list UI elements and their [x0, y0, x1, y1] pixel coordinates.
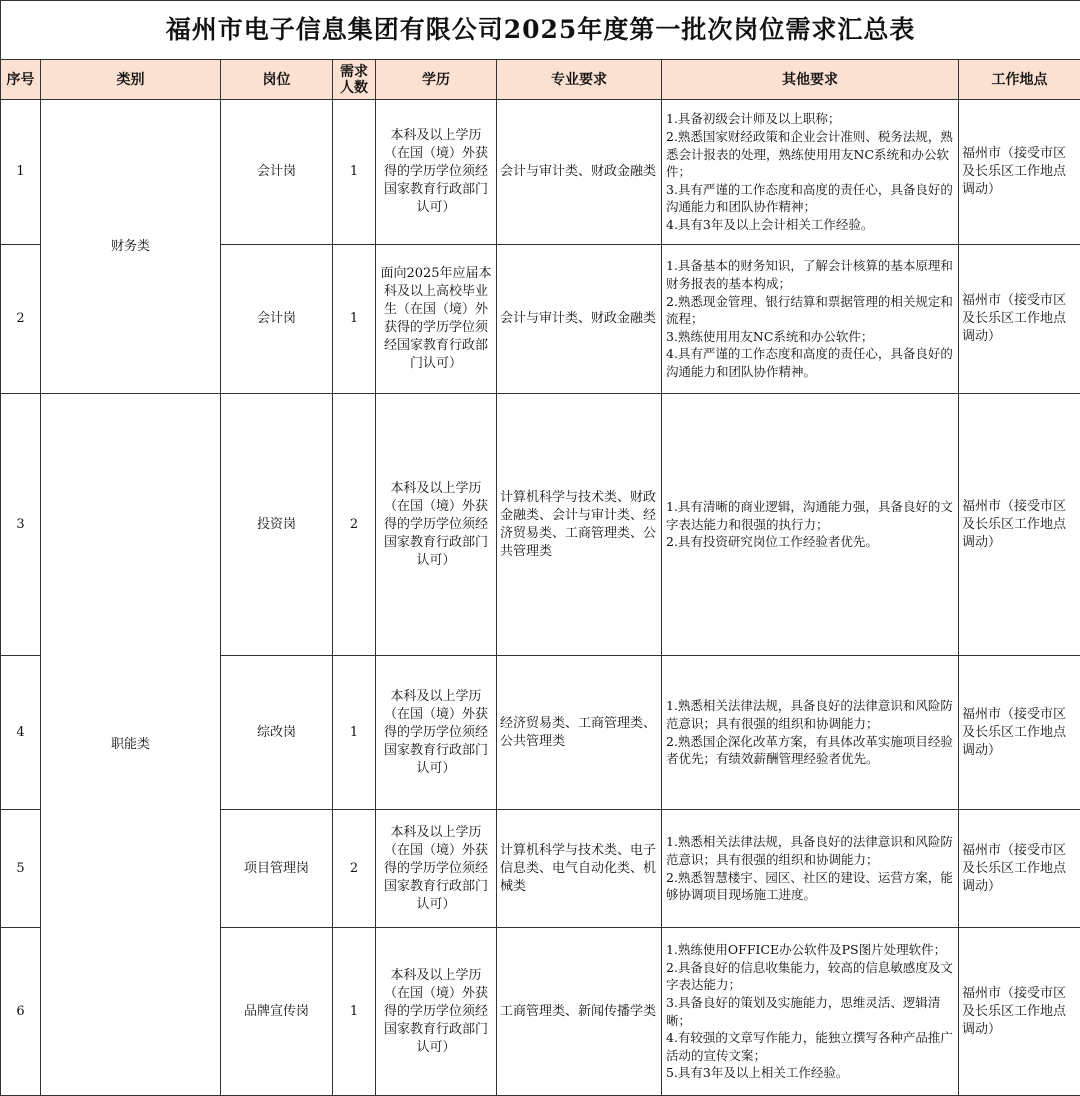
- row-position: 项目管理岗: [221, 810, 333, 928]
- row-seq: 2: [1, 245, 41, 394]
- row-count: 1: [333, 656, 376, 810]
- requirement-item: 2.具有投资研究岗位工作经验者优先。: [666, 533, 954, 551]
- requirement-item: 3.熟练使用用友NC系统和办公软件；: [666, 328, 954, 346]
- row-education: 本科及以上学历（在国（境）外获得的学历学位须经国家教育行政部门认可）: [376, 100, 497, 245]
- row-count: 1: [333, 100, 376, 245]
- header-row: [1, 60, 1080, 100]
- category-functional: 职能类: [41, 394, 221, 1096]
- header-other: 其他要求: [662, 60, 959, 100]
- requirement-item: 2.熟悉智慧楼宇、园区、社区的建设、运营方案，能够协调项目现场施工进度。: [666, 869, 954, 904]
- row-location: 福州市（接受市区及长乐区工作地点调动）: [959, 810, 1080, 928]
- row-seq: 6: [1, 928, 41, 1096]
- requirement-item: 1.具备初级会计师及以上职称；: [666, 110, 954, 128]
- row-count: 2: [333, 810, 376, 928]
- row-seq: 3: [1, 394, 41, 656]
- row-location: 福州市（接受市区及长乐区工作地点调动）: [959, 928, 1080, 1096]
- requirement-item: 2.熟悉国企深化改革方案，有具体改革实施项目经验者优先；有绩效薪酬管理经验者优先。: [666, 733, 954, 768]
- requirement-item: 2.熟悉国家财经政策和企业会计准则、税务法规，熟悉会计报表的处理，熟练使用用友NC系统和办公软件；: [666, 128, 954, 181]
- table-row: [1, 394, 1080, 656]
- row-other-requirements: [662, 100, 959, 245]
- requirement-item: 5.具有3年及以上相关工作经验。: [666, 1064, 954, 1082]
- row-seq: 4: [1, 656, 41, 810]
- row-location: 福州市（接受市区及长乐区工作地点调动）: [959, 245, 1080, 394]
- requirement-item: 1.熟练使用OFFICE办公软件及PS图片处理软件；: [666, 941, 954, 959]
- requirement-item: 2.熟悉现金管理、银行结算和票据管理的相关规定和流程；: [666, 293, 954, 328]
- row-position: 会计岗: [221, 245, 333, 394]
- row-count: 1: [333, 245, 376, 394]
- row-other-requirements: [662, 656, 959, 810]
- header-count-line1: 需求: [336, 64, 372, 80]
- header-major: 专业要求: [497, 60, 662, 100]
- row-position: 品牌宣传岗: [221, 928, 333, 1096]
- row-position: 综改岗: [221, 656, 333, 810]
- row-major: 经济贸易类、工商管理类、公共管理类: [497, 656, 662, 810]
- requirement-item: 4.具有3年及以上会计相关工作经验。: [666, 216, 954, 234]
- requirement-item: 2.具备良好的信息收集能力，较高的信息敏感度及文字表达能力；: [666, 959, 954, 994]
- header-seq: 序号: [1, 60, 41, 100]
- row-location: 福州市（接受市区及长乐区工作地点调动）: [959, 394, 1080, 656]
- table-title: 福州市电子信息集团有限公司2025年度第一批次岗位需求汇总表: [1, 1, 1080, 60]
- header-location: 工作地点: [959, 60, 1080, 100]
- row-major: 会计与审计类、财政金融类: [497, 100, 662, 245]
- table-row: [1, 100, 1080, 245]
- row-education: 面向2025年应届本科及以上高校毕业生（在国（境）外获得的学历学位须经国家教育行政部门认可）: [376, 245, 497, 394]
- requirement-item: 4.具有严谨的工作态度和高度的责任心，具备良好的沟通能力和团队协作精神。: [666, 345, 954, 380]
- row-other-requirements: [662, 394, 959, 656]
- row-major: 计算机科学与技术类、财政金融类、会计与审计类、经济贸易类、工商管理类、公共管理类: [497, 394, 662, 656]
- row-education: 本科及以上学历（在国（境）外获得的学历学位须经国家教育行政部门认可）: [376, 928, 497, 1096]
- row-major: 会计与审计类、财政金融类: [497, 245, 662, 394]
- row-other-requirements: [662, 810, 959, 928]
- row-major: 工商管理类、新闻传播学类: [497, 928, 662, 1096]
- row-location: 福州市（接受市区及长乐区工作地点调动）: [959, 100, 1080, 245]
- row-seq: 5: [1, 810, 41, 928]
- requirement-item: 1.具备基本的财务知识，了解会计核算的基本原理和财务报表的基本构成；: [666, 257, 954, 292]
- requirement-item: 3.具有严谨的工作态度和高度的责任心，具备良好的沟通能力和团队协作精神；: [666, 181, 954, 216]
- header-education: 学历: [376, 60, 497, 100]
- row-education: 本科及以上学历（在国（境）外获得的学历学位须经国家教育行政部门认可）: [376, 810, 497, 928]
- header-category: 类别: [41, 60, 221, 100]
- requirement-item: 1.熟悉相关法律法规，具备良好的法律意识和风险防范意识；具有很强的组织和协调能力；: [666, 833, 954, 868]
- requirement-item: 1.具有清晰的商业逻辑，沟通能力强，具备良好的文字表达能力和很强的执行力；: [666, 498, 954, 533]
- header-count: [333, 60, 376, 100]
- header-position: 岗位: [221, 60, 333, 100]
- row-other-requirements: [662, 928, 959, 1096]
- requirement-item: 4.有较强的文章写作能力，能独立撰写各种产品推广活动的宣传文案；: [666, 1029, 954, 1064]
- row-other-requirements: [662, 245, 959, 394]
- row-education: 本科及以上学历（在国（境）外获得的学历学位须经国家教育行政部门认可）: [376, 656, 497, 810]
- row-count: 2: [333, 394, 376, 656]
- row-position: 投资岗: [221, 394, 333, 656]
- requirement-item: 1.熟悉相关法律法规，具备良好的法律意识和风险防范意识；具有很强的组织和协调能力；: [666, 697, 954, 732]
- row-location: 福州市（接受市区及长乐区工作地点调动）: [959, 656, 1080, 810]
- header-count-line2: 人数: [336, 80, 372, 96]
- category-finance: 财务类: [41, 100, 221, 394]
- row-education: 本科及以上学历（在国（境）外获得的学历学位须经国家教育行政部门认可）: [376, 394, 497, 656]
- row-position: 会计岗: [221, 100, 333, 245]
- row-seq: 1: [1, 100, 41, 245]
- requirement-item: 3.具备良好的策划及实施能力，思维灵活、逻辑清晰；: [666, 994, 954, 1029]
- row-count: 1: [333, 928, 376, 1096]
- row-major: 计算机科学与技术类、电子信息类、电气自动化类、机械类: [497, 810, 662, 928]
